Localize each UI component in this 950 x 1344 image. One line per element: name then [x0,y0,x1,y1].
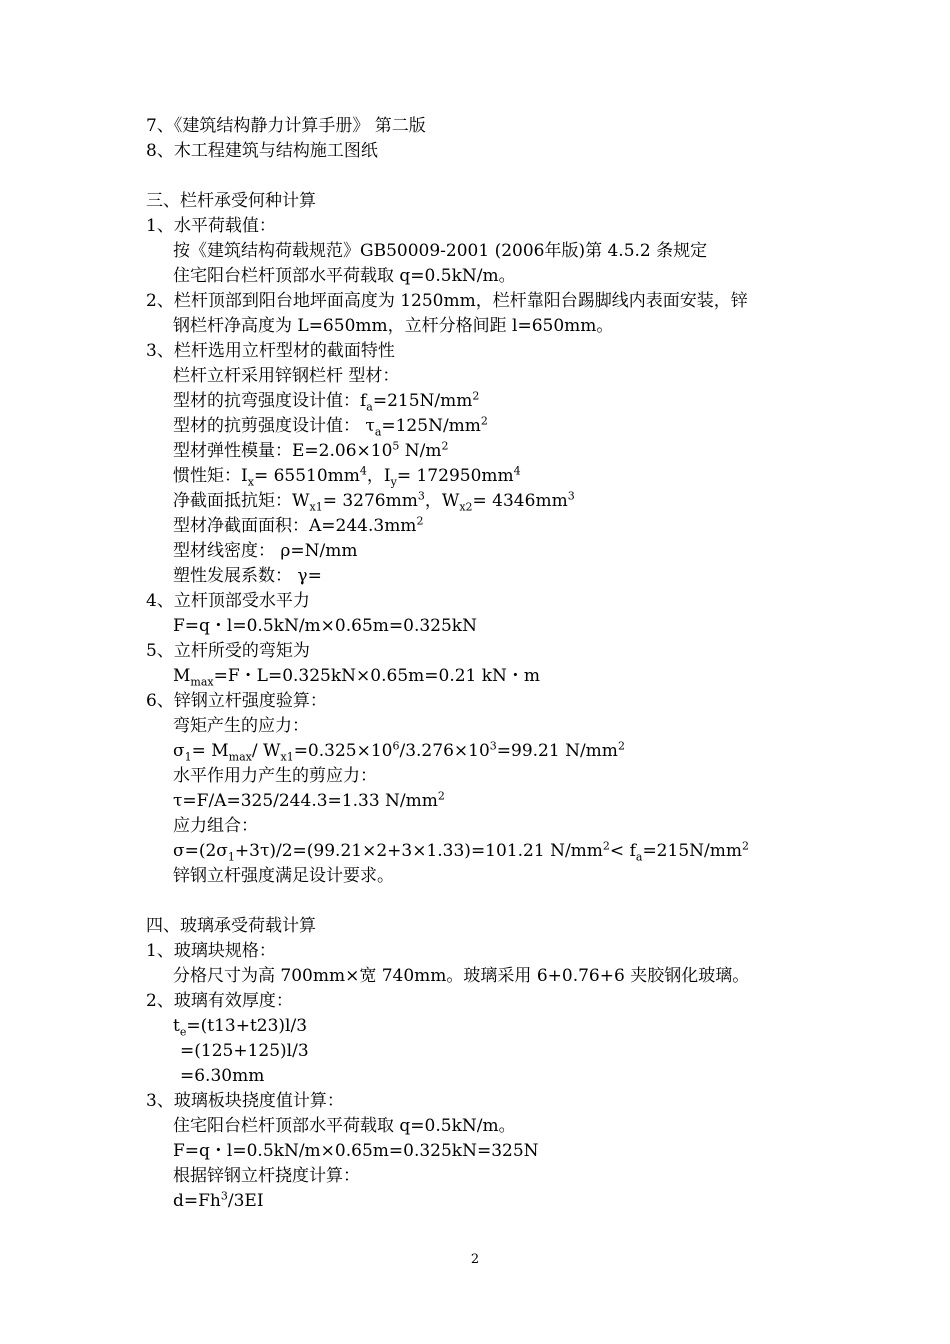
formula-line: =6.30mm [180,1066,265,1086]
formula-line: F=q・l=0.5kN/m×0.65m=0.325kN [173,616,477,636]
page-number: 2 [470,1252,480,1267]
text-line: 应力组合： [173,816,258,836]
formula-line: 惯性矩：$I_x= 65510mm^4$，$I_y= 172950mm^4$ [173,464,521,489]
item-6-heading: 6、锌钢立杆强度验算： [146,691,327,711]
formula-line: 净截面抵抗矩：$W_{x1}= 3276mm^3$，$W_{x2}= 4346mm^3$ [173,489,575,514]
text-line: 按《建筑结构荷载规范》GB50009-2001 (2006年版)第 4.5.2 条规定 [173,241,708,261]
reference-8: 8、木工程建筑与结构施工图纸 [146,141,378,161]
formula-line: τ=F/A=325/244.3=1.33 $N/mm^2$ [173,789,445,811]
item-2-heading: 2、玻璃有效厚度： [146,991,293,1011]
formula-line: 型材的抗弯强度设计值：$f_a=215N/mm^2$ [173,389,480,414]
item-4-heading: 4、立杆顶部受水平力 [146,591,310,611]
text-line: 住宅阳台栏杆顶部水平荷载取 q=0.5kN/m。 [173,266,516,286]
formula-line: $d=Fh^3/3EI$ [173,1189,264,1211]
item-3-heading: 3、玻璃板块挠度值计算： [146,1091,344,1111]
formula-line: $M_{max}=F$・L=0.325kN×0.65m=0.21 kN・m [173,666,541,689]
formula-line: $\sigma=(2\sigma_1+3\tau)/2=(99.21\times 2+3\times 1.33)=101.21$ $N/mm^2< f_a=215N/mm^2$ [173,839,749,864]
formula-line: =(125+125)l/3 [180,1041,309,1061]
formula-line: 型材线密度： ρ=N/mm [173,541,358,561]
text-line: 水平作用力产生的剪应力： [173,766,377,786]
formula-line: 型材净截面面积：$A=244.3mm^2$ [173,514,424,536]
text-line: 住宅阳台栏杆顶部水平荷载取 q=0.5kN/m。 [173,1116,516,1136]
section-heading-3: 三、栏杆承受何种计算 [146,191,316,211]
item-1-heading: 1、玻璃块规格： [146,941,276,961]
formula-line: F=q・l=0.5kN/m×0.65m=0.325kN=325N [173,1141,539,1161]
text-line: 锌钢立杆强度满足设计要求。 [173,866,394,886]
text-line: 根据锌钢立杆挠度计算： [173,1166,360,1186]
formula-line: $\sigma_1= M_{max}/$ $W_{x1}=0.325\times 10^6/3.276\times 10^3=99.21$ $N/mm^2$ [173,739,625,764]
item-5-heading: 5、立杆所受的弯矩为 [146,641,310,661]
item-3-heading: 3、栏杆选用立杆型材的截面特性 [146,341,395,361]
reference-7: 7、《建筑结构静力计算手册》 第二版 [146,116,426,136]
formula-line: $t_e=(t13+t23)l/3$ [173,1016,308,1039]
formula-line: 塑性发展系数： γ= [173,566,322,586]
section-heading-4: 四、玻璃承受荷载计算 [146,916,316,936]
text-line: 栏杆立杆采用锌钢栏杆 型材： [173,366,400,386]
formula-line: 型材的抗剪强度设计值： $\tau_a=125N/mm^2$ [173,414,488,439]
text-line: 弯矩产生的应力： [173,716,309,736]
item-2-heading: 2、栏杆顶部到阳台地坪面高度为 1250mm，栏杆靠阳台踢脚线内表面安装，锌 [146,291,748,311]
text-line: 分格尺寸为高 700mm×宽 740mm。玻璃采用 6+0.76+6 夹胶钢化玻璃。 [173,966,750,986]
text-line: 钢栏杆净高度为 L=650mm，立杆分格间距 l=650mm。 [173,316,614,336]
item-1-heading: 1、水平荷载值： [146,216,276,236]
formula-line: 型材弹性模量：$E=2.06\times 10^5$ $N/m^2$ [173,439,449,461]
